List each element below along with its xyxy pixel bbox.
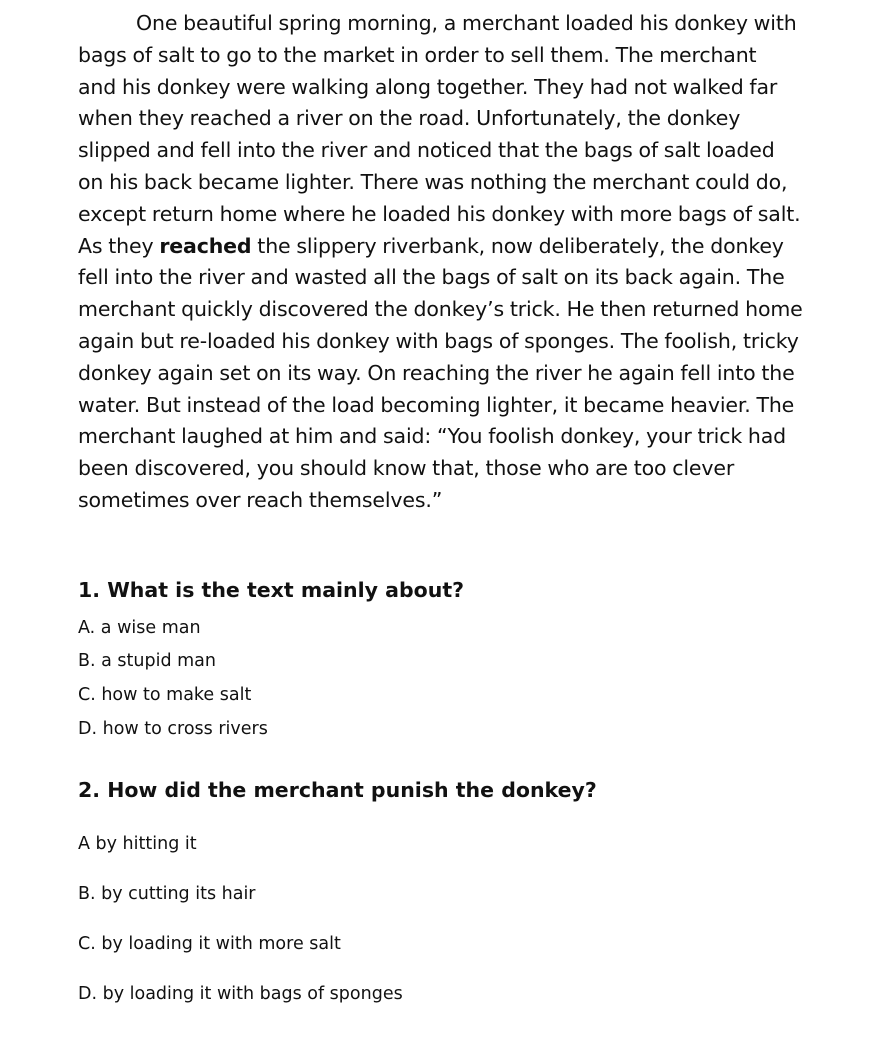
- question-1-option-d[interactable]: D. how to cross rivers: [78, 719, 268, 739]
- passage-line: been discovered, you should know that, those who are too clever: [78, 456, 735, 481]
- passage-text: As they: [78, 233, 160, 258]
- question-2-option-c[interactable]: C. by loading it with more salt: [78, 934, 341, 954]
- question-2-option-d[interactable]: D. by loading it with bags of sponges: [78, 984, 403, 1004]
- passage-line: sometimes over reach themselves.”: [78, 487, 443, 512]
- question-1-option-a[interactable]: A. a wise man: [78, 618, 201, 638]
- passage-line: again but re-loaded his donkey with bags of sponges. The foolish, tricky: [78, 328, 799, 353]
- passage-line: merchant laughed at him and said: “You foolish donkey, your trick had: [78, 424, 787, 449]
- passage-line: slipped and fell into the river and noticed that the bags of salt loaded: [78, 138, 775, 163]
- question-2-option-b[interactable]: B. by cutting its hair: [78, 884, 256, 904]
- passage-line: One beautiful spring morning, a merchant loaded his donkey with: [136, 11, 797, 35]
- passage-line: when they reached a river on the road. Unfortunately, the donkey: [78, 106, 741, 131]
- question-1-title: 1. What is the text mainly about?: [78, 578, 465, 602]
- bold-word-reached: reached: [159, 233, 252, 258]
- passage-line: donkey again set on its way. On reaching the river he again fell into the: [78, 360, 795, 385]
- passage-line: fell into the river and wasted all the bags of salt on its back again. The: [78, 265, 785, 290]
- reading-passage: [78, 8, 858, 517]
- passage-line: except return home where he loaded his donkey with more bags of salt.: [78, 201, 801, 226]
- passage-line: bags of salt to go to the market in order to sell them. The merchant: [78, 42, 757, 67]
- question-2-option-a[interactable]: A by hitting it: [78, 834, 197, 854]
- passage-line: on his back became lighter. There was nothing the merchant could do,: [78, 169, 788, 194]
- passage-line: and his donkey were walking along together. They had not walked far: [78, 74, 778, 99]
- passage-text: the slippery riverbank, now deliberately, the donkey: [251, 233, 784, 258]
- passage-line: [78, 231, 858, 263]
- question-1-option-b[interactable]: B. a stupid man: [78, 651, 216, 671]
- question-1-option-c[interactable]: C. how to make salt: [78, 685, 252, 705]
- question-2-title: 2. How did the merchant punish the donkey?: [78, 778, 597, 802]
- passage-line: water. But instead of the load becoming lighter, it became heavier. The: [78, 392, 795, 417]
- passage-line: merchant quickly discovered the donkey’s trick. He then returned home: [78, 297, 803, 322]
